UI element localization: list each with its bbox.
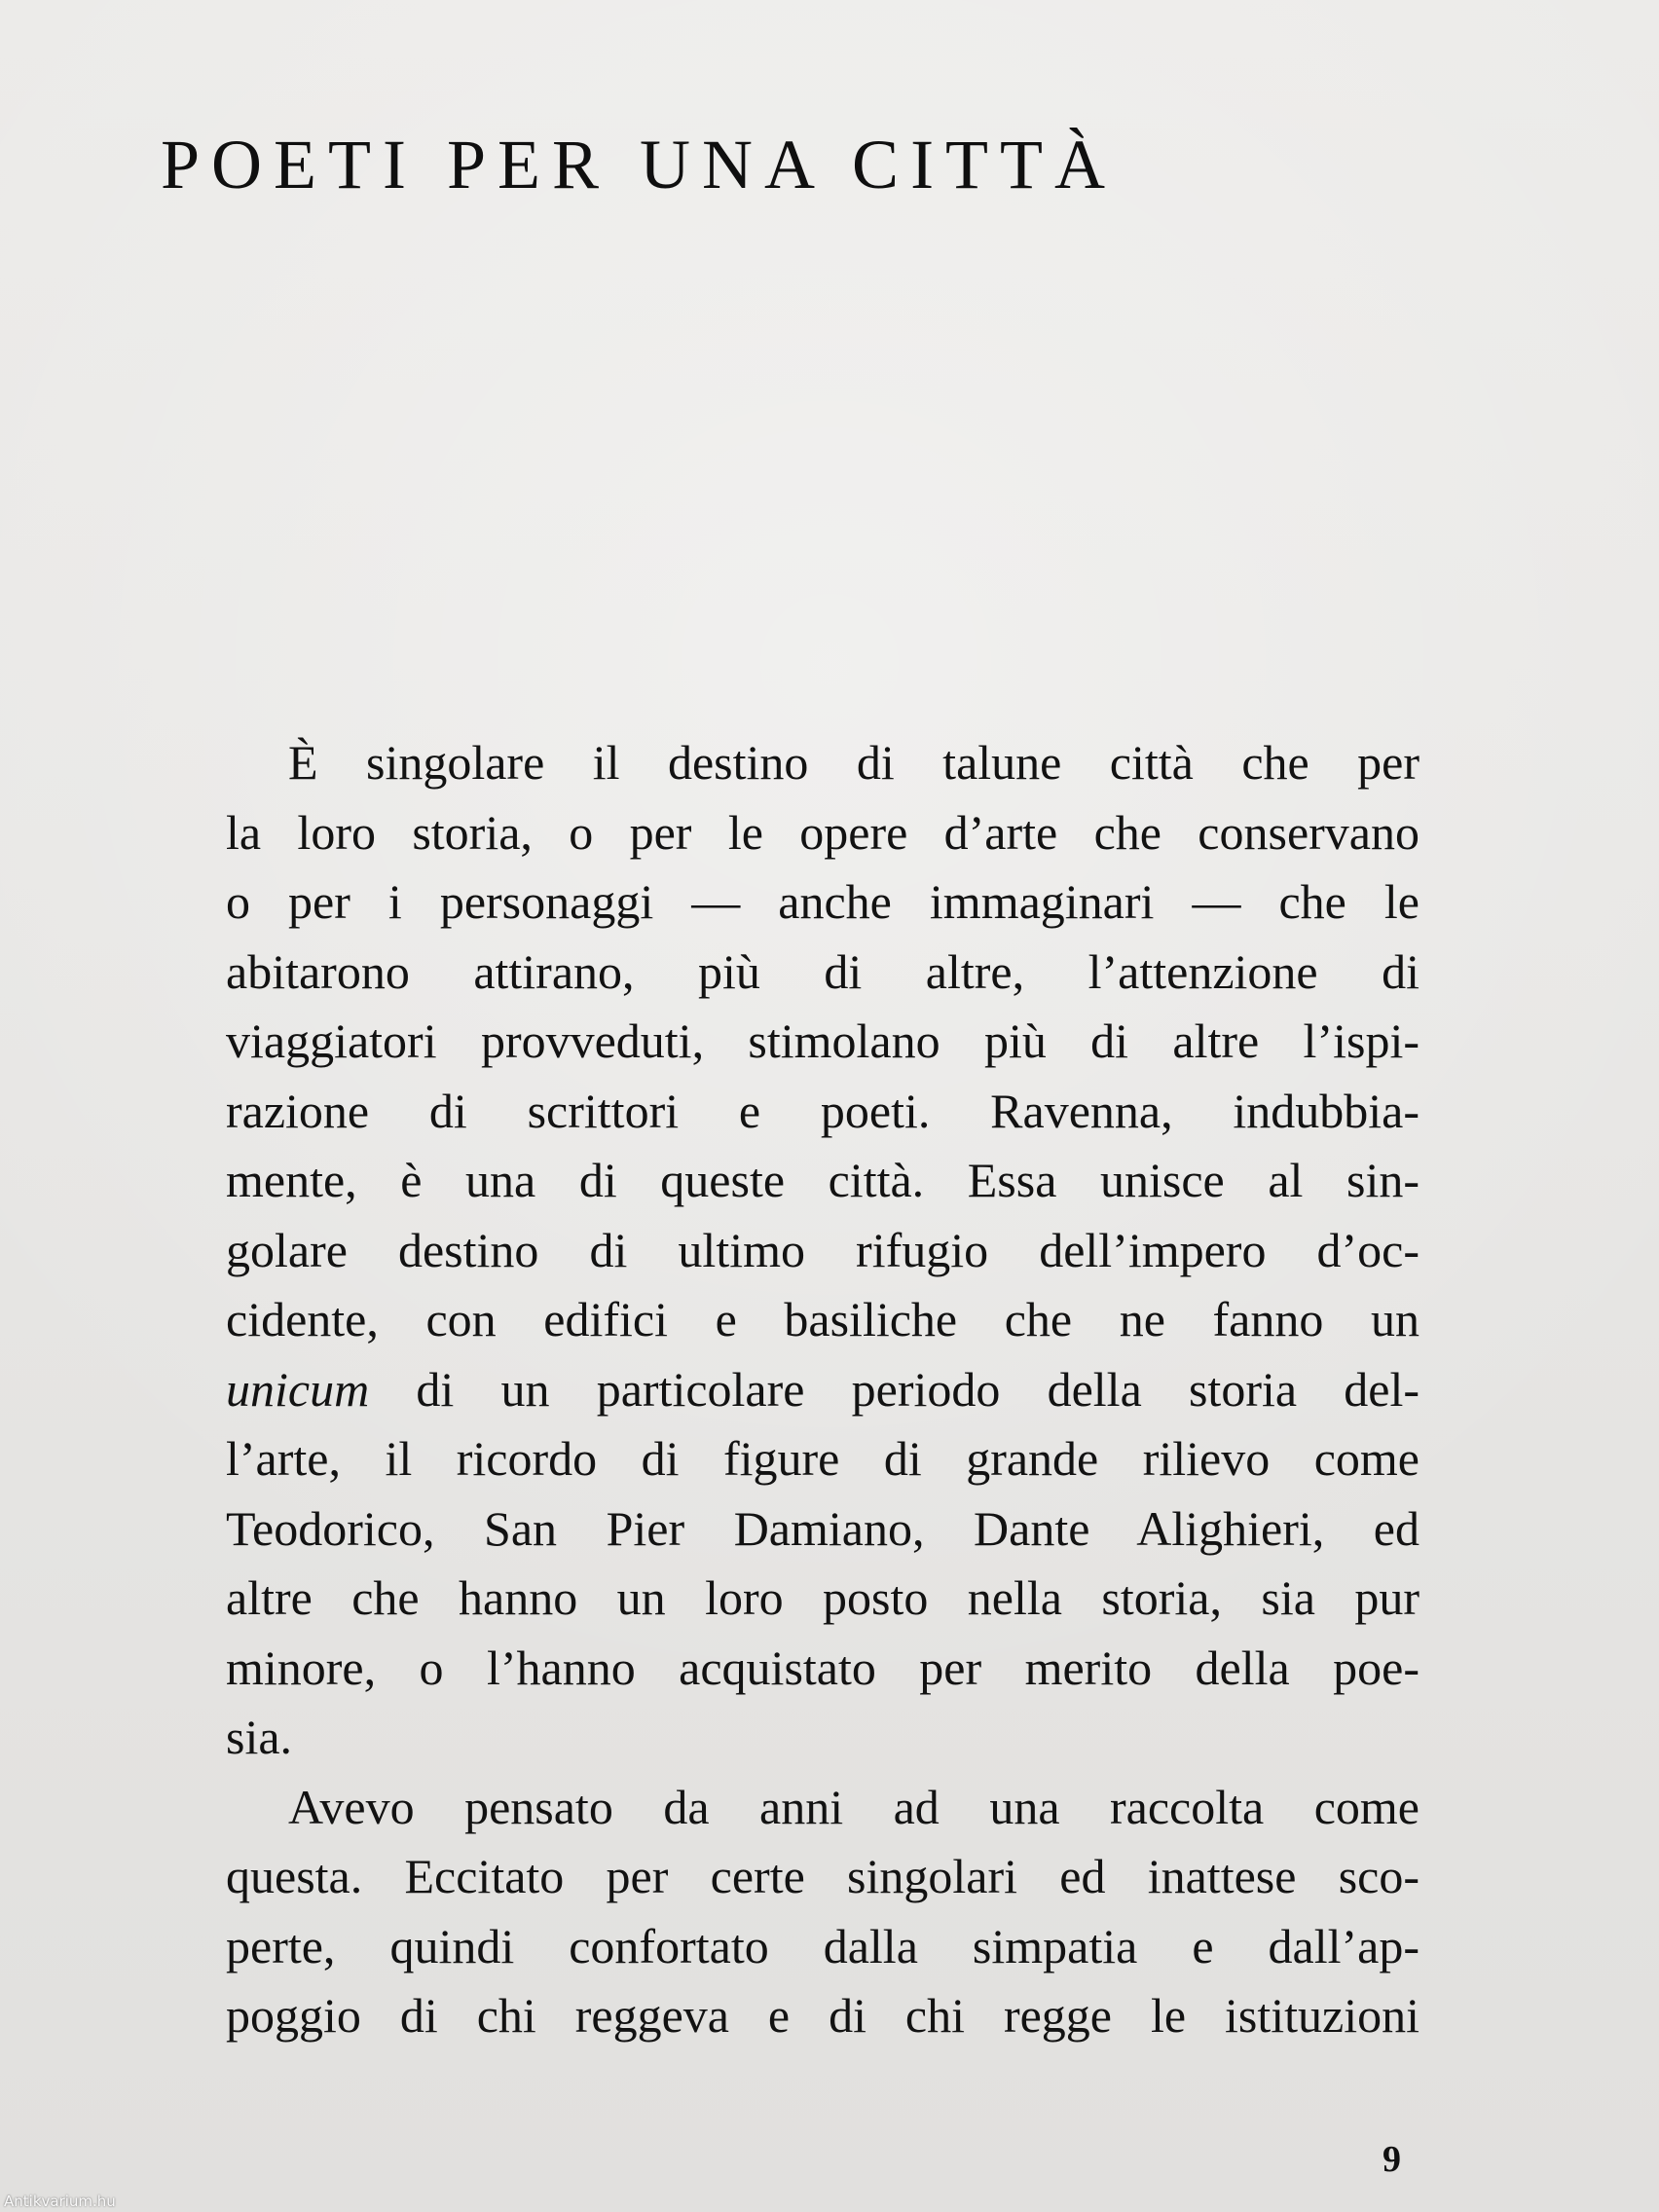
page-number: 9 xyxy=(1382,2139,1401,2180)
text-line: sia. xyxy=(226,1710,293,1764)
paragraph-2 xyxy=(164,1773,1419,2051)
text-line: mente, è una di queste città. Essa unisce al sin- xyxy=(226,1153,1419,1207)
italic-word: unicum xyxy=(226,1361,370,1417)
text-line: questa. Eccitato per certe singolari ed inattese sco- xyxy=(226,1849,1419,1903)
text-line: la loro storia, o per le opere d’arte che conservano xyxy=(226,804,1419,860)
text-line-rest: di un particolare periodo della storia del- xyxy=(369,1361,1419,1417)
watermark: Antikvarium.hu xyxy=(4,2193,116,2210)
text-line: o per i personaggi — anche immaginari — che le xyxy=(226,874,1419,929)
text-line: poggio di chi reggeva e di chi regge le istituzioni xyxy=(226,1988,1419,2043)
body-text xyxy=(164,728,1419,2051)
text-line: perte, quindi confortato dalla simpatia e dall’ap- xyxy=(226,1918,1419,1973)
text-line: razione di scrittori e poeti. Ravenna, indubbia- xyxy=(226,1083,1419,1138)
text-line: Avevo pensato da anni ad una raccolta come xyxy=(288,1779,1419,1834)
text-line: altre che hanno un loro posto nella storia, sia pur xyxy=(226,1570,1419,1625)
text-line: golare destino di ultimo rifugio dell’impero d’oc- xyxy=(226,1222,1419,1277)
text-line: viaggiatori provveduti, stimolano più di altre l’ispi- xyxy=(226,1014,1419,1068)
chapter-title: POETI PER UNA CITTÀ xyxy=(161,126,1117,203)
text-line: cidente, con edifici e basiliche che ne fanno un xyxy=(226,1292,1419,1346)
text-line: minore, o l’hanno acquistato per merito della poe- xyxy=(226,1640,1419,1695)
text-line: Teodorico, San Pier Damiano, Dante Alighieri, ed xyxy=(226,1500,1419,1556)
paragraph-1 xyxy=(164,728,1419,1773)
text-line: l’arte, il ricordo di figure di grande rilievo come xyxy=(226,1431,1419,1486)
text-line xyxy=(164,1355,1419,1425)
text-line: abitarono attirano, più di altre, l’attenzione di xyxy=(226,943,1419,999)
text-line: È singolare il destino di talune città che per xyxy=(288,735,1419,790)
